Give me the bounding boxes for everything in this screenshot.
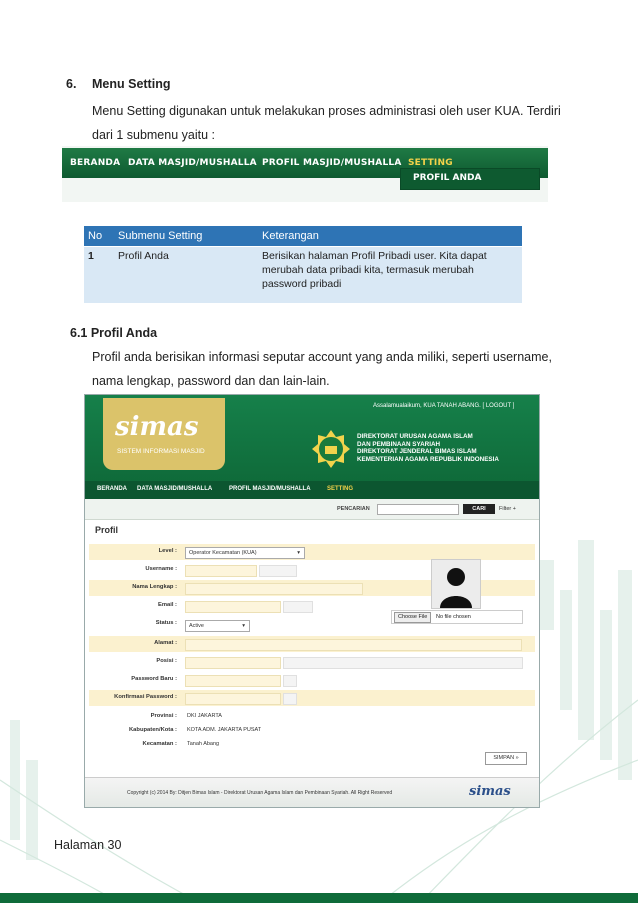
konfirmasi-input-extra bbox=[283, 693, 297, 705]
simas-logo-subtitle: SISTEM INFORMASI MASJID bbox=[117, 448, 205, 455]
nav-beranda[interactable]: BERANDA bbox=[97, 486, 127, 492]
simas-profile-screenshot bbox=[84, 394, 540, 808]
table-header: Keterangan bbox=[258, 226, 522, 247]
dropdown-arrow-icon: ▾ bbox=[297, 550, 300, 556]
menu-item-beranda[interactable]: BERANDA bbox=[70, 158, 121, 168]
status-select[interactable] bbox=[185, 620, 250, 632]
label-kabupaten: Kabupaten/Kota : bbox=[129, 727, 177, 733]
copyright-text: Copyright (c) 2014 By: Ditjen Bimas Islam - Direktorat Urusan Agama Islam dan Pembinaan Syariah. All Right Reserved bbox=[127, 790, 393, 796]
no-file-label: No file chosen bbox=[436, 614, 471, 620]
form-row-posisi bbox=[89, 654, 535, 670]
kemenag-emblem-icon bbox=[311, 429, 351, 469]
avatar-placeholder-icon bbox=[431, 559, 481, 609]
menu-bar-screenshot bbox=[62, 146, 548, 202]
section-title: Menu Setting bbox=[92, 77, 171, 91]
form-row-level bbox=[89, 544, 535, 560]
konfirmasi-input[interactable] bbox=[185, 693, 281, 705]
menu-item-data-masjid[interactable]: DATA MASJID/MUSHALLA bbox=[128, 158, 257, 168]
dropdown-arrow-icon: ▾ bbox=[242, 623, 245, 629]
form-row-konfirmasi bbox=[89, 690, 535, 706]
simas-header bbox=[85, 395, 539, 481]
table-row bbox=[84, 247, 522, 304]
directorate-line: DIREKTORAT URUSAN AGAMA ISLAM bbox=[357, 433, 473, 440]
password-input-extra bbox=[283, 675, 297, 687]
label-posisi: Posisi : bbox=[156, 658, 177, 664]
menu-item-profil-masjid[interactable]: PROFIL MASJID/MUSHALLA bbox=[262, 158, 402, 168]
page-number: Halaman 30 bbox=[54, 838, 122, 852]
section-paragraph-line: dari 1 submenu yaitu : bbox=[92, 128, 215, 142]
search-label: PENCARIAN bbox=[337, 506, 370, 512]
label-username: Username : bbox=[145, 566, 177, 572]
search-row bbox=[85, 499, 539, 520]
username-input[interactable] bbox=[185, 565, 257, 577]
level-select[interactable] bbox=[185, 547, 305, 559]
nav-profil-masjid[interactable]: PROFIL MASJID/MUSHALLA bbox=[229, 486, 311, 492]
form-row-password bbox=[89, 672, 535, 688]
choose-file-button[interactable]: Choose File bbox=[394, 612, 431, 623]
submenu-dropdown bbox=[400, 168, 540, 190]
simas-logo-text: simas bbox=[115, 412, 199, 442]
table-cell-submenu: Profil Anda bbox=[114, 247, 258, 304]
email-input[interactable] bbox=[185, 601, 281, 613]
label-email: Email : bbox=[157, 602, 177, 608]
footer-logo: simas bbox=[469, 784, 511, 799]
table-header: Submenu Setting bbox=[114, 226, 258, 247]
subsection-title: 6.1 Profil Anda bbox=[70, 326, 158, 340]
label-password: Password Baru : bbox=[131, 676, 177, 682]
footer-bar bbox=[0, 893, 638, 903]
directorate-text bbox=[357, 433, 499, 463]
nama-input[interactable] bbox=[185, 583, 363, 595]
section-paragraph-line: Menu Setting digunakan untuk melakukan proses administrasi oleh user KUA. Terdiri bbox=[92, 104, 561, 118]
directorate-line: DAN PEMBINAAN SYARIAH bbox=[357, 440, 441, 448]
subsection-paragraph-line: nama lengkap, password dan dan lain-lain. bbox=[92, 374, 330, 388]
section-number: 6. bbox=[66, 77, 77, 91]
keterangan-line: Berisikan halaman Profil Pribadi user. Kita dapat bbox=[262, 250, 487, 262]
label-kecamatan: Kecamatan : bbox=[142, 741, 177, 747]
simas-nav bbox=[85, 481, 539, 499]
form-title: Profil bbox=[95, 525, 119, 535]
label-provinsi: Provinsi : bbox=[150, 713, 177, 719]
posisi-input[interactable] bbox=[185, 657, 281, 669]
filter-link[interactable]: Filter + bbox=[499, 506, 516, 512]
photo-file-input[interactable] bbox=[391, 610, 523, 624]
label-status: Status : bbox=[155, 620, 177, 626]
password-input[interactable] bbox=[185, 675, 281, 687]
search-input[interactable] bbox=[377, 504, 459, 515]
submenu-item-profil-anda[interactable]: PROFIL ANDA bbox=[413, 173, 482, 183]
username-input-extra bbox=[259, 565, 297, 577]
posisi-input-extra bbox=[283, 657, 523, 669]
table-cell-no: 1 bbox=[84, 247, 114, 304]
level-value: Operator Kecamatan (KUA) bbox=[189, 550, 257, 556]
directorate-line: DIREKTORAT JENDERAL BIMAS ISLAM bbox=[357, 448, 477, 455]
nav-data-masjid[interactable]: DATA MASJID/MUSHALLA bbox=[137, 486, 213, 492]
form-row-kecamatan bbox=[89, 737, 535, 753]
form-row-alamat bbox=[89, 636, 535, 652]
directorate-line: KEMENTERIAN AGAMA REPUBLIK INDONESIA bbox=[357, 455, 499, 463]
label-level: Level : bbox=[158, 548, 177, 554]
label-alamat: Alamat : bbox=[154, 640, 177, 646]
status-value: Active bbox=[189, 623, 204, 629]
keterangan-line: merubah data pribadi kita, termasuk merubah bbox=[262, 264, 474, 276]
alamat-input[interactable] bbox=[185, 639, 522, 651]
table-cell-keterangan bbox=[258, 247, 522, 304]
simas-logo bbox=[103, 398, 225, 470]
provinsi-value: DKI JAKARTA bbox=[187, 713, 222, 719]
simpan-button[interactable]: SIMPAN » bbox=[485, 752, 527, 765]
nav-setting[interactable]: SETTING bbox=[327, 486, 354, 492]
cari-button[interactable]: CARI bbox=[463, 504, 495, 514]
label-konfirmasi: Konfirmasi Password : bbox=[114, 694, 177, 700]
keterangan-line: password pribadi bbox=[262, 278, 342, 290]
submenu-table bbox=[84, 226, 522, 303]
greeting-logout[interactable]: Assalamualaikum, KUA TANAH ABANG. [ LOGOUT ] bbox=[373, 403, 515, 409]
simas-footer bbox=[85, 777, 539, 808]
kabupaten-value: KOTA ADM. JAKARTA PUSAT bbox=[187, 727, 262, 733]
kecamatan-value: Tanah Abang bbox=[187, 741, 220, 747]
email-input-extra bbox=[283, 601, 313, 613]
label-nama: Nama Lengkap : bbox=[132, 584, 177, 590]
menu-item-setting[interactable]: SETTING bbox=[408, 158, 453, 168]
table-header: No bbox=[84, 226, 114, 247]
subsection-paragraph-line: Profil anda berisikan informasi seputar account yang anda miliki, seperti username, bbox=[92, 350, 552, 364]
